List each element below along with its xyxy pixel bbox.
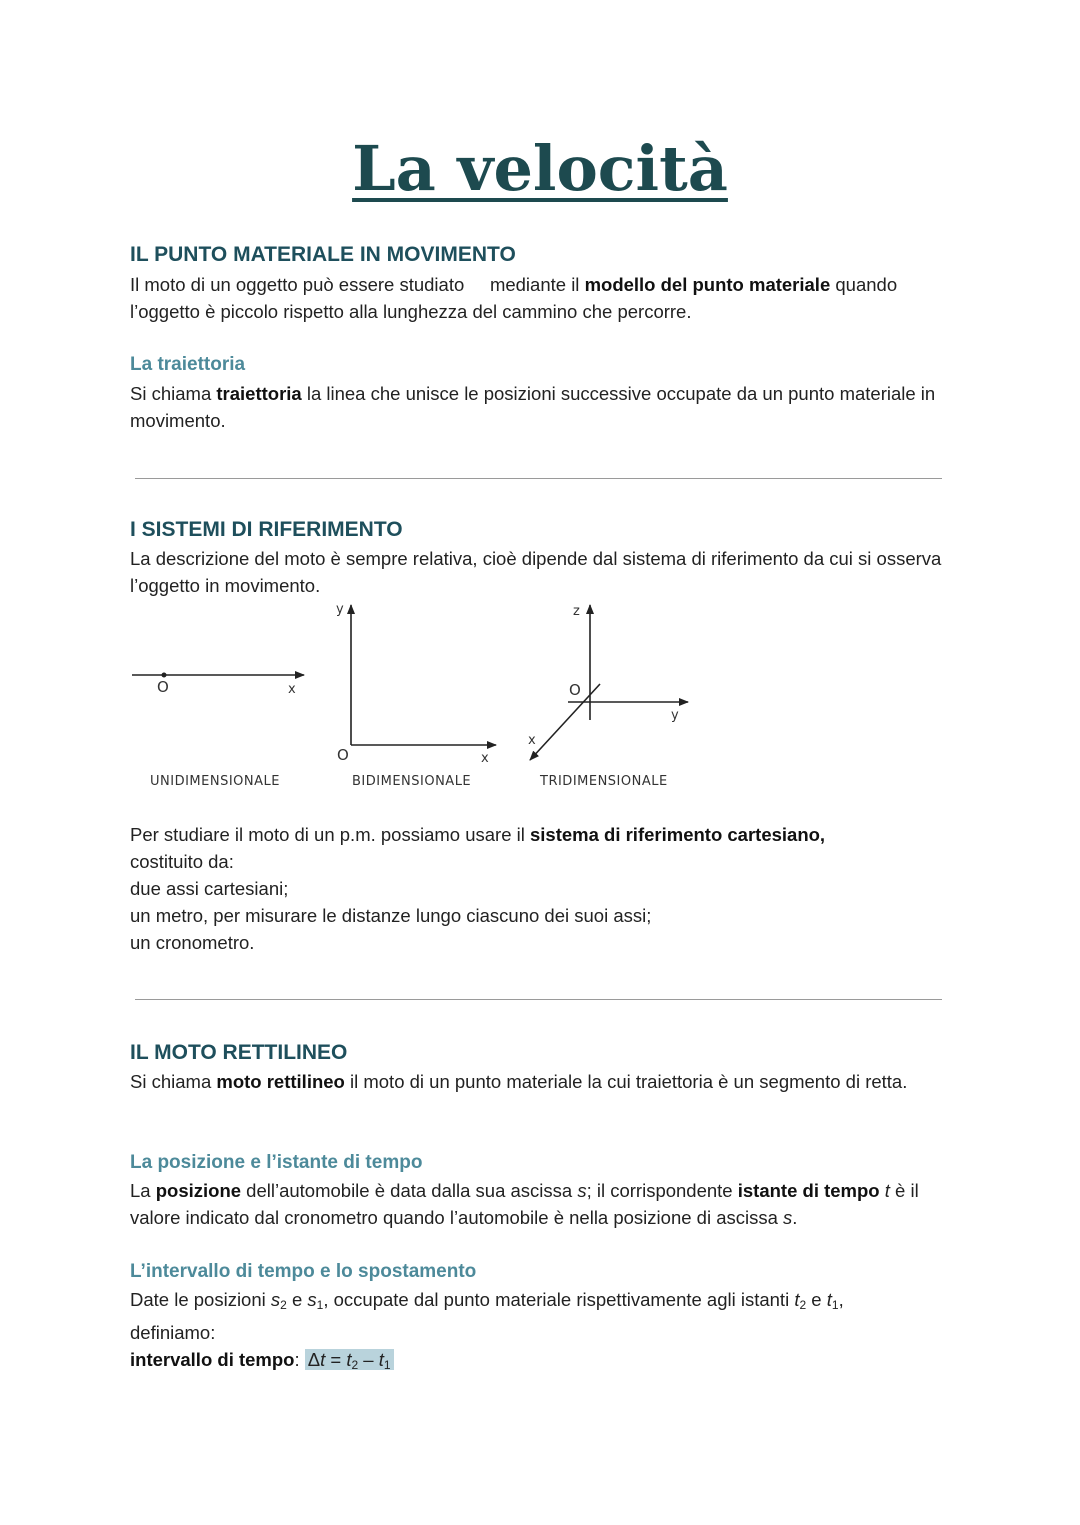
paragraph-posizione: La posizione dell’automobile è data dalla sua ascissa s; il corrispondente istante di tempo t è il valore indicato dal cronometro quando l’automobile è nella posizione di ascissa s. <box>130 1180 919 1228</box>
tri-x-label: x <box>528 733 536 748</box>
list-item: un cronometro. <box>130 932 255 953</box>
tri-origin-label: O <box>569 681 581 699</box>
bi-y-label: y <box>336 602 344 617</box>
paragraph-sistemi: La descrizione del moto è sempre relativa, cioè dipende dal sistema di riferimento da cui si osserva l’oggetto in movimento. <box>130 548 942 596</box>
uni-origin-point <box>162 673 167 678</box>
page-title: La velocità <box>352 132 728 205</box>
paragraph-punto-materiale: Il moto di un oggetto può essere studiato mediante il modello del punto materiale quando l’oggetto è piccolo rispetto alla lunghezza del cammino che percorre. <box>130 274 898 322</box>
paragraph-intervallo: Date le posizioni $s_2$ e $s_1$, occupate dal punto materiale rispettivamente agli istanti $t_2$ e $t_1$, definiamo: intervallo di tempo: $\Delta t = t_2 - t_1$ <box>130 1289 844 1372</box>
section-heading-punto-materiale: IL PUNTO MATERIALE IN MOVIMENTO <box>130 243 516 266</box>
subheading-posizione: La posizione e l’istante di tempo <box>130 1152 423 1173</box>
list-item: due assi cartesiani; <box>130 878 289 899</box>
section-heading-moto-rettilineo: IL MOTO RETTILINEO <box>130 1041 348 1064</box>
list-item: un metro, per misurare le distanze lungo ciascuno dei suoi assi; <box>130 905 652 926</box>
paragraph-traiettoria: Si chiama traiettoria la linea che unisce le posizioni successive occupate da un punto materiale in movimento. <box>130 383 936 431</box>
tri-z-label: z <box>573 604 580 619</box>
tri-y-label: y <box>671 708 679 723</box>
uni-origin-label: O <box>157 678 169 696</box>
bi-caption: BIDIMENSIONALE <box>352 774 472 789</box>
uni-x-label: x <box>288 682 296 697</box>
subheading-traiettoria: La traiettoria <box>130 354 246 375</box>
divider <box>135 999 942 1000</box>
tri-caption: TRIDIMENSIONALE <box>540 774 668 789</box>
paragraph-cartesiano: Per studiare il moto di un p.m. possiamo usare il sistema di riferimento cartesiano, costituito da: due assi cartesiani; un metro, per misurare le distanze lungo ciascuno dei suoi assi; un cronometro. <box>130 824 826 953</box>
bi-origin-label: O <box>337 746 349 764</box>
time-interval-formula: $\Delta t = t_2 - t_1$ <box>305 1349 394 1370</box>
uni-caption: UNIDIMENSIONALE <box>150 774 280 789</box>
bi-x-label: x <box>481 751 489 766</box>
section-heading-sistemi: I SISTEMI DI RIFERIMENTO <box>130 518 403 541</box>
tri-x-axis <box>530 684 600 760</box>
subheading-intervallo: L’intervallo di tempo e lo spostamento <box>130 1261 477 1282</box>
paragraph-moto-rettilineo: Si chiama moto rettilineo il moto di un punto materiale la cui traiettoria è un segmento di retta. <box>130 1071 908 1092</box>
